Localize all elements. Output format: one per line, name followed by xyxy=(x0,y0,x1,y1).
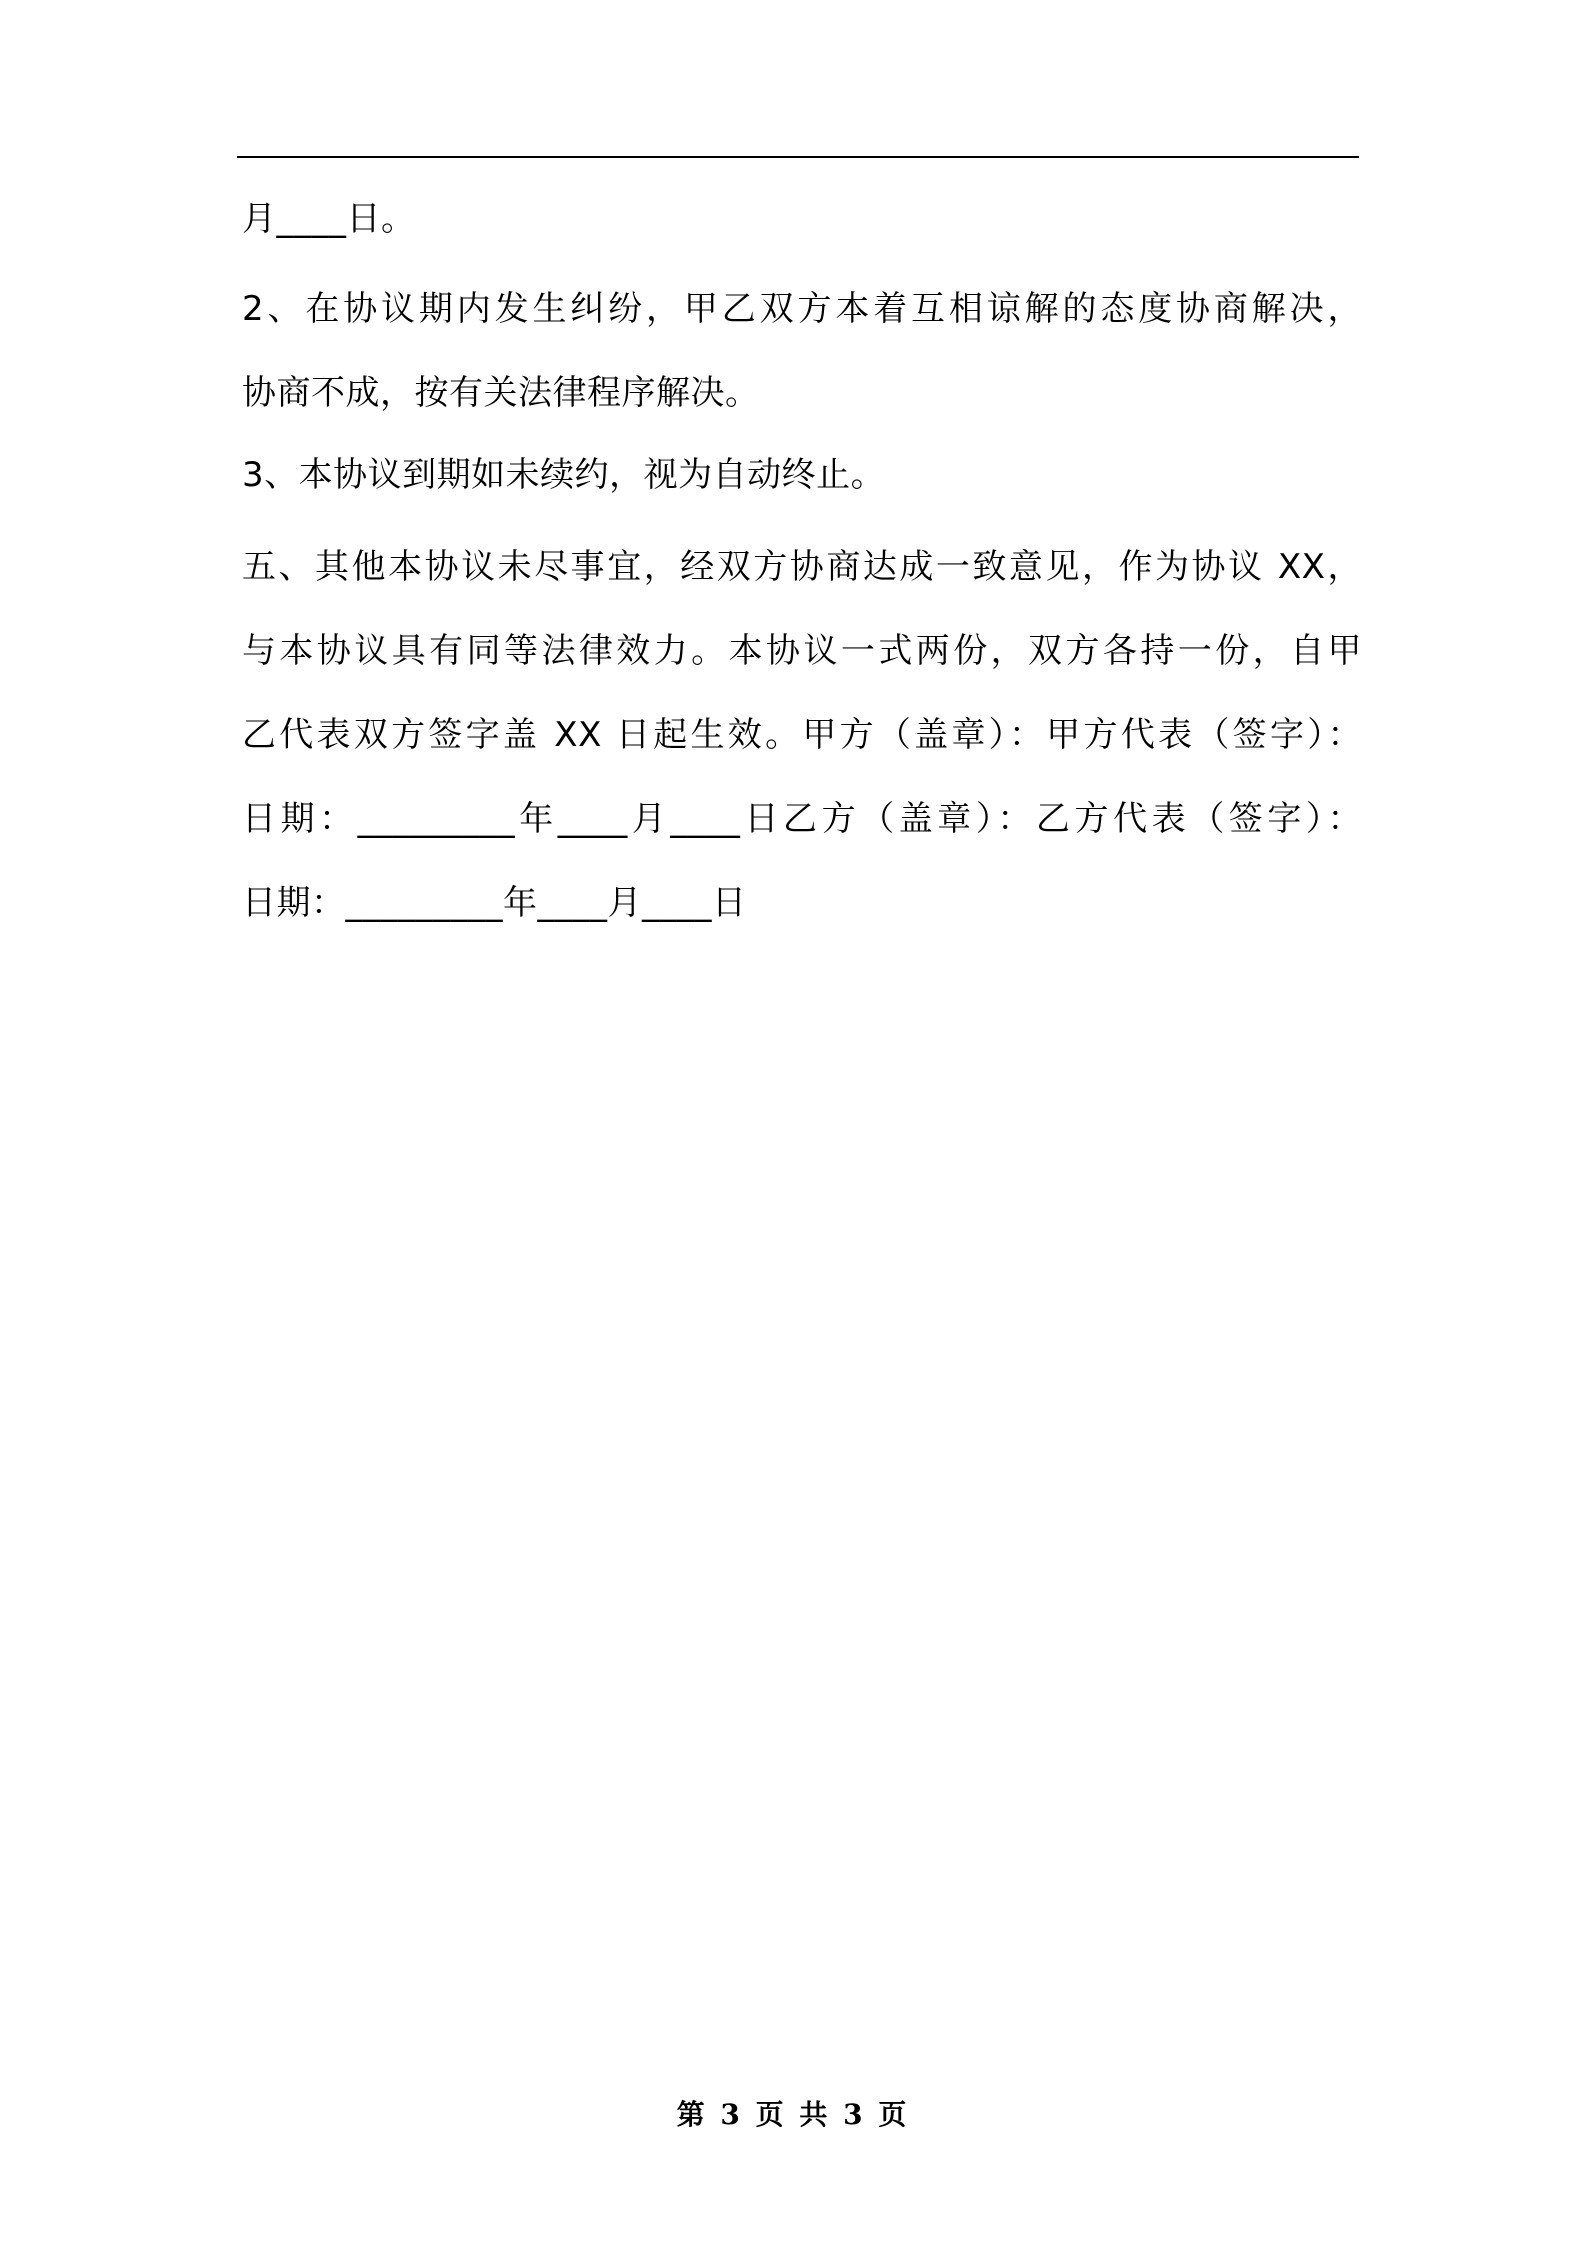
signature-line-party-b-date: 日期：_________年____月____日 xyxy=(242,883,747,923)
page-number-footer: 第 3 页 共 3 页 xyxy=(676,2098,910,2131)
section-5-line-1: 五、其他本协议未尽事宜，经双方协商达成一致意见，作为协议 XX， xyxy=(242,547,1362,587)
header-divider xyxy=(237,156,1359,158)
signature-line-party-a-date: 日期：_________年____月____日乙方（盖章）：乙方代表（签字）： xyxy=(242,799,1362,839)
clause-2-line-1: 2、在协议期内发生纠纷，甲乙双方本着互相谅解的态度协商解决， xyxy=(242,289,1362,329)
text-line-date-tail: 月____日。 xyxy=(242,199,416,239)
clause-2-line-2: 协商不成，按有关法律程序解决。 xyxy=(242,373,760,413)
clause-3: 3、本协议到期如未续约，视为自动终止。 xyxy=(242,455,886,495)
section-5-line-2: 与本协议具有同等法律效力。本协议一式两份，双方各持一份，自甲 xyxy=(242,631,1362,671)
section-5-line-3: 乙代表双方签字盖 XX 日起生效。甲方（盖章）：甲方代表（签字）： xyxy=(242,715,1362,755)
document-body xyxy=(242,198,1367,924)
